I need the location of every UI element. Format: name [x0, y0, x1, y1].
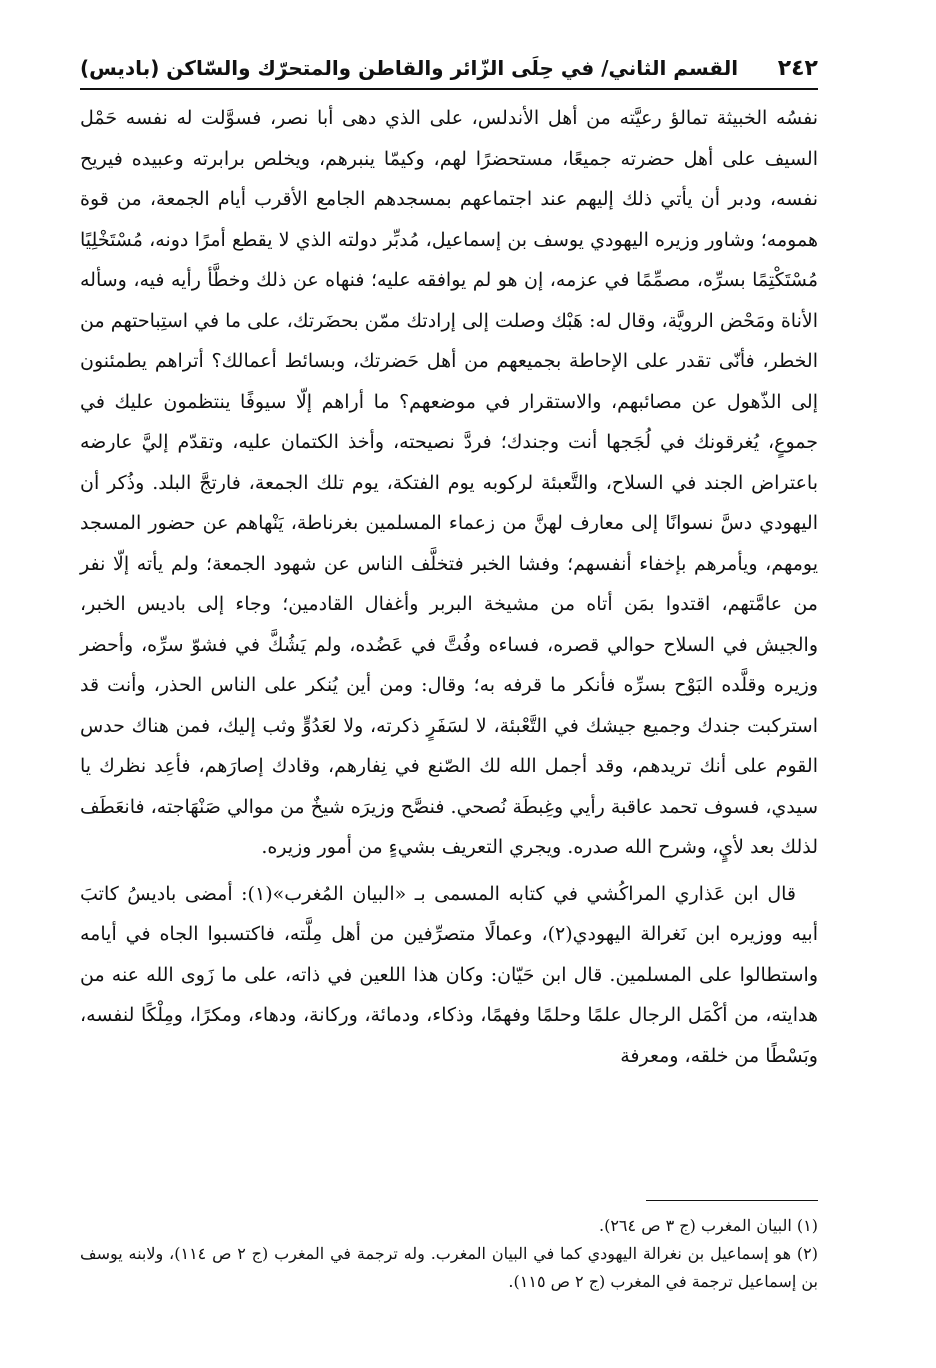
paragraph-2: قال ابن عَذاري المراكُشي في كتابه المسمى بـ «البيان المُغرب»(١): أمضى باديسُ كاتبَ أبيه ووزيره ابن نَغرالة اليهودي(٢)، وعمالًا متصرِّفين من أهل مِلَّته، فاكتسبوا الجاه في أيامه واستطالوا على المسلمين. قال ابن حَيّان: وكان هذا اللعين في ذاته، على ما زَوى الله عنه من هدايته، من أكْمَل الرجال علمًا وحلمًا وفهمًا، وذكاء، ودمائة، وركانة، ودهاء، ومكرًا، ومِلْكًا لنفسه، وبَسْطًا من خلقه، ومعرفة: [80, 882, 818, 1067]
page-number: ٢٤٢: [777, 55, 818, 81]
main-text: [80, 98, 818, 1076]
footnote-2: (٢) هو إسماعيل بن نغرالة اليهودي كما في البيان المغرب. وله ترجمة في المغرب (ج ٢ ص ١١٤)، ولابنه يوسف بن إسماعيل ترجمة في المغرب (ج ٢ ص ١١٥).: [80, 1244, 818, 1291]
running-title: القسم الثاني/ في حِلَى الزّائر والقاطن والمتحرّك والسّاكن (باديس): [80, 56, 739, 80]
running-header: [80, 48, 818, 90]
footnote-divider: [646, 1200, 818, 1201]
paragraph-1: نفسُه الخبيثة تمالؤ رعيَّته من أهل الأندلس، على الذي دهى أبا نصر، فسوَّلت له نفسه حَمْل السيف على أهل حضرته جميعًا، مستحضرًا لهم، وكيمّا ينبرهم، ويخلص برابرته وعبيده فيريح نفسه، ودبر أن يأتي ذلك إليهم عند اجتماعهم بمسجدهم الجامع الأقرب أيام الجمعة، من قوة همومه؛ وشاور وزيره اليهودي يوسف بن إسماعيل، مُدبِّر دولته الذي لا يقطع أمرًا دونه، مُسْتَخْلِيًا مُسْتَكْتِمًا بسرِّه، مصمِّمًا في عزمه، إن هو لم يوافقه عليه؛ فنهاه عن ذلك وخطَّأ رأيه فيه، وسأله الأناة ومَحْض الرويَّة، وقال له: هَبْك وصلت إلى إرادتك ممّن بحضَرتك، على ما في استِباحتهم من الخطر، فأنّى تقدر على الإحاطة بجميعهم من أهل حَضرتك، وبسائط أعمالك؟ أتراهم يطمئنون إلى الذّهول عن مصائبهم، والاستقرار في موضعهم؟ ما أراهم إلّا سيوفًا ينتظمون عليك في جموعٍ، يُغرقونك في لُجَجها أنت وجندك؛ فردَّ نصيحته، وأخذ الكتمان عليه، وتقدّم إليَّ عارضه باعتراض الجند في السلاح، والتَّعبئة لركوبه يوم الفتكة، يوم تلك الجمعة، فارتجَّ البلد. وذُكر أن اليهودي دسَّ نسوانًا إلى معارف لهنَّ من زعماء المسلمين بغرناطة، يَنْهاهم عن حضور المسجد يومهم، ويأمرهم بإخفاء أنفسهم؛ وفشا الخبر فتخلَّف الناس عن شهود الجمعة؛ ولم يأته إلّا نفر من عامَّتهم، اقتدوا بمَن أتاه من مشيخة البربر وأغفال القادمين؛ وجاء إلى باديس الخبر، والجيش في السلاح حوالي قصره، فساءه وفُتَّ في عَضُده، ولم يَشُكَّ في فشوّ سرِّه، وأحضر وزيره وقلَّده البَوْح بسرِّه فأنكر ما قرفه به؛ وقال: ومن أين يُنكر على الناس الحذر، وأنت قد استركبت جندك وجميع جيشك في التَّعْبئة، لا لسَفَرٍ ذكرته، ولا لعَدُوٍّ وثب إليك، فمن هناك حدس القوم على أنك تريدهم، وقد أجمل الله لك الصّنع في نِفارهم، وقادك إصارَهم، فأعِد نظرك يا سيدي، فسوف تحمد عاقبة رأيي وغِبطَة نُصحي. فنصَّح وزيرَه شيخٌ من موالي صَنْهَاجته، فانعَطَف لذلك بعد لأيٍ، وشرح الله صدره. ويجري التعريف بشيءٍ من أمور وزيره.: [80, 107, 818, 858]
footnote-1: (١) البيان المغرب (ج ٣ ص ٢٦٤).: [599, 1216, 818, 1235]
footnotes: [80, 1212, 818, 1296]
